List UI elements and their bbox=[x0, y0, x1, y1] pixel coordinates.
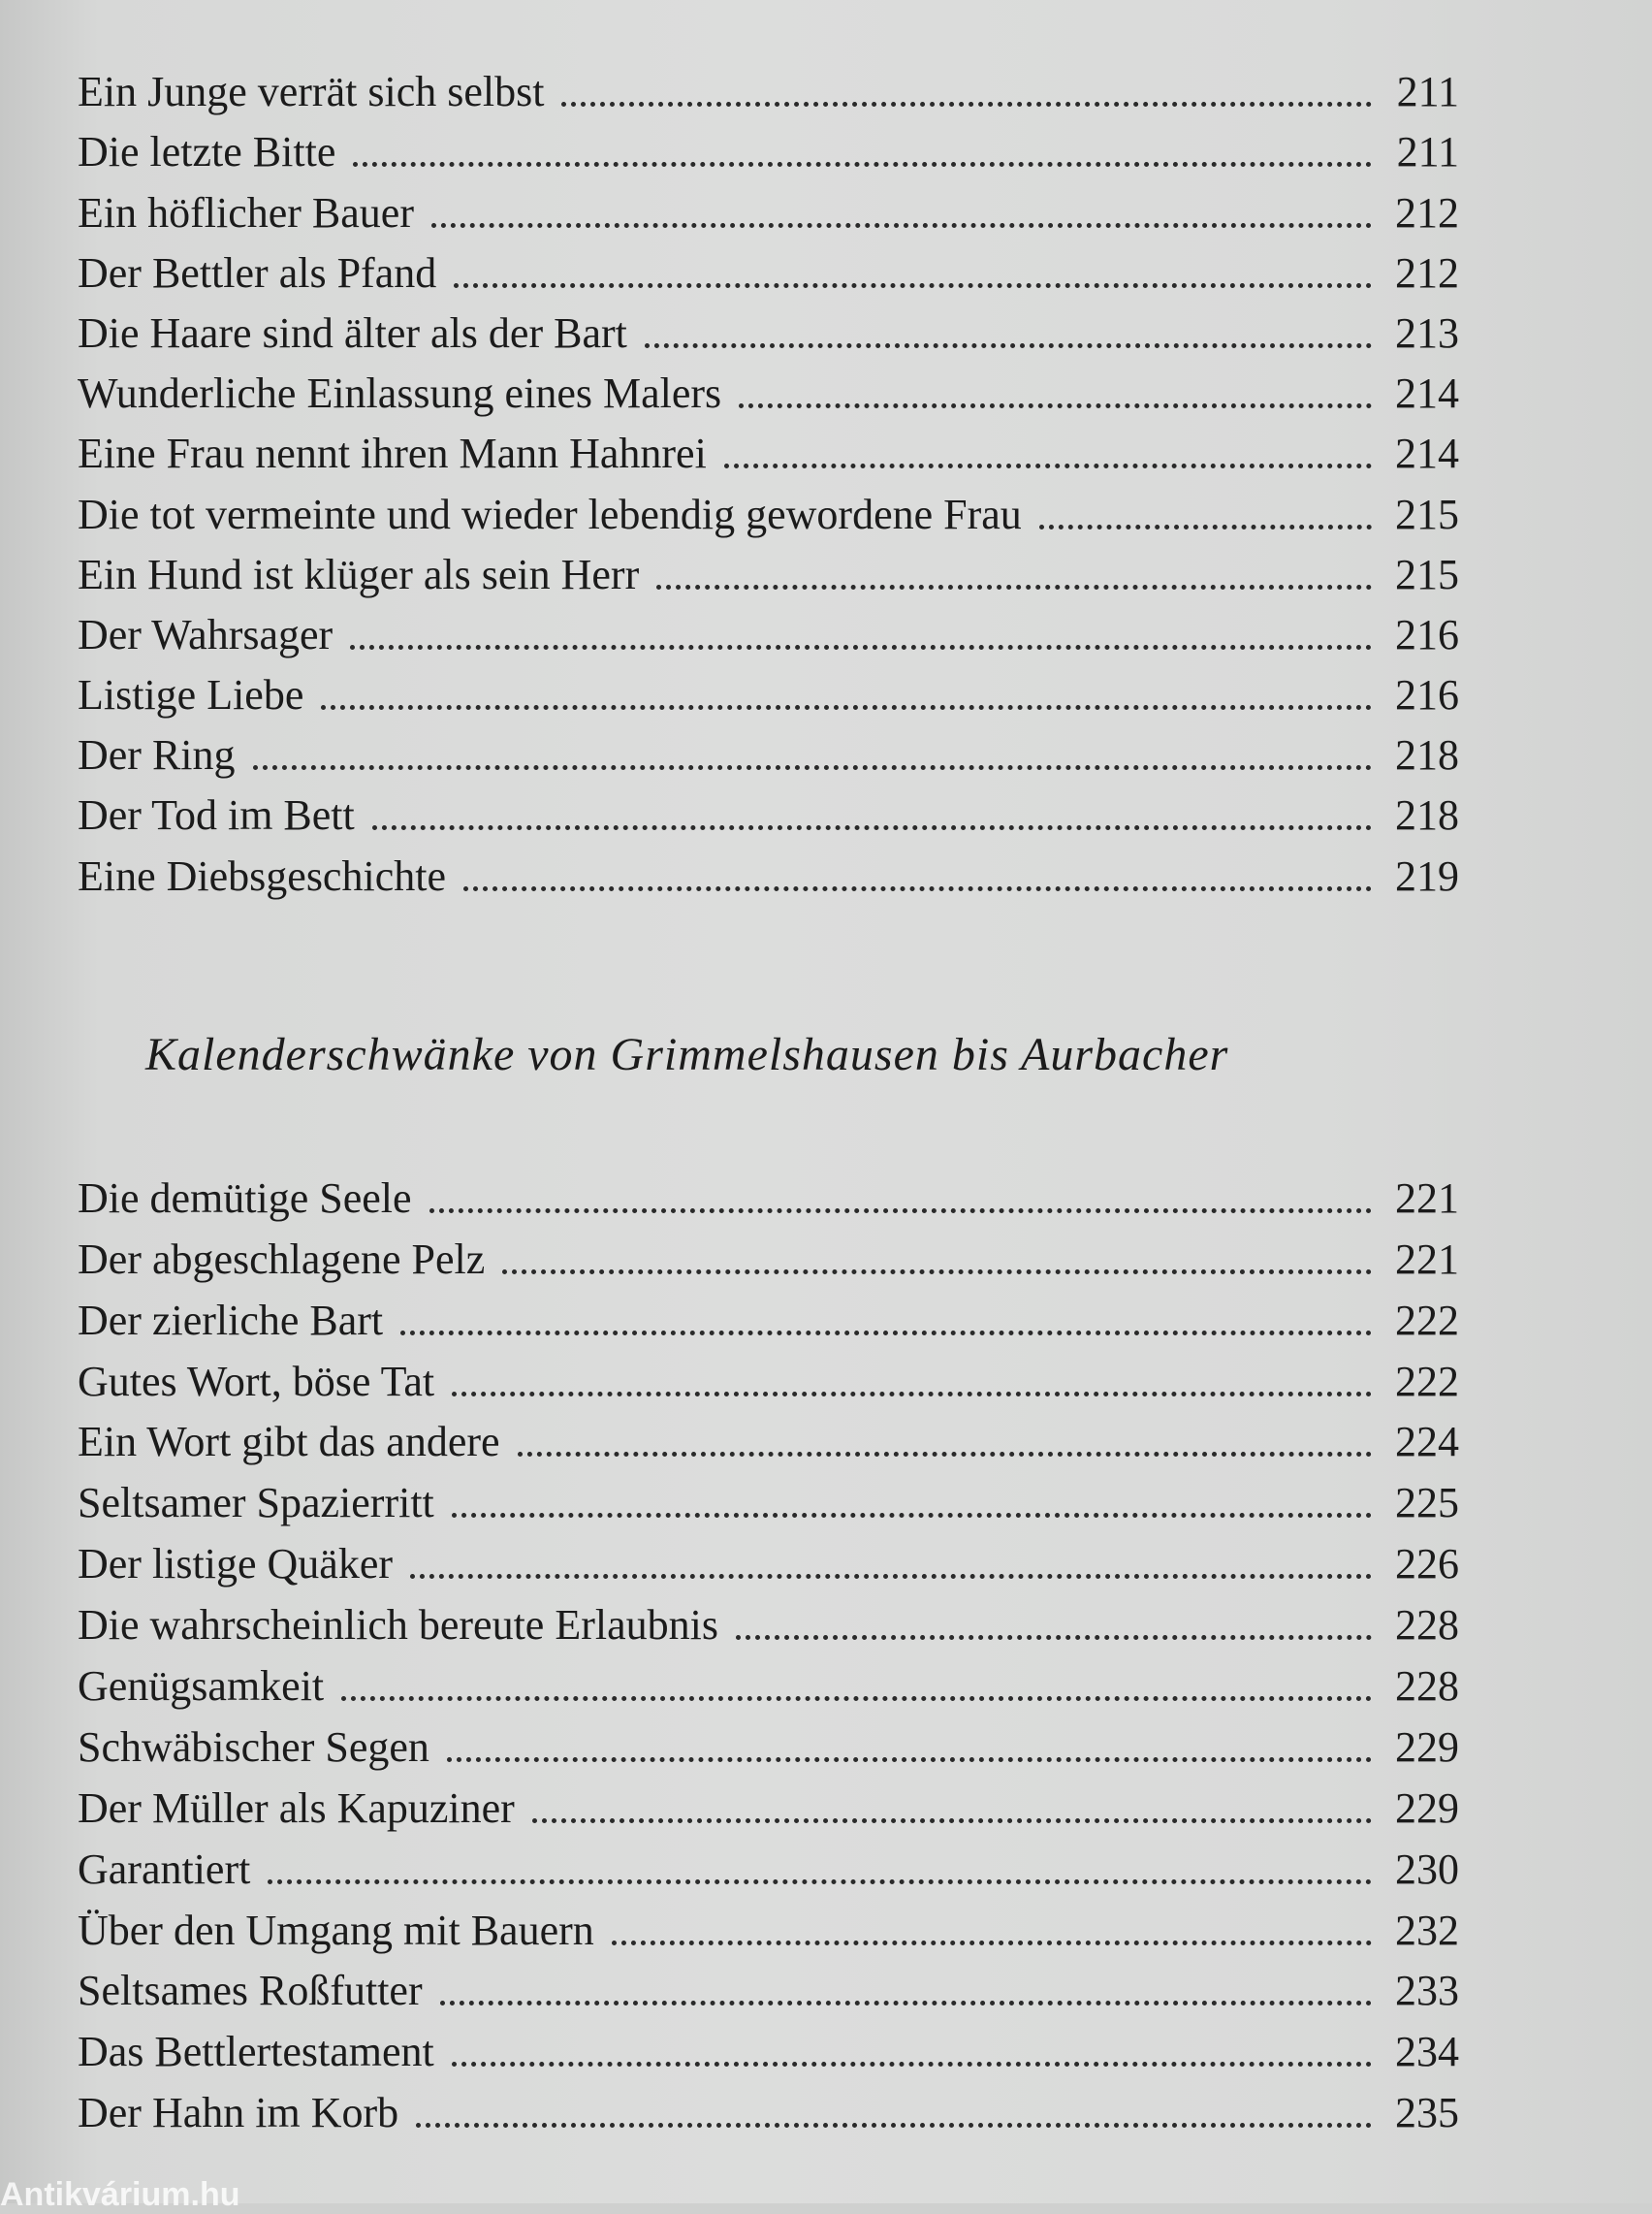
entry-page-number: 230 bbox=[1395, 1845, 1459, 1893]
entry-title: Über den Umgang mit Bauern bbox=[78, 1906, 594, 1954]
dot-leader bbox=[350, 645, 1372, 650]
dot-leader bbox=[416, 2123, 1372, 2128]
dot-leader bbox=[502, 1269, 1372, 1274]
dot-leader bbox=[612, 1941, 1372, 1945]
toc-entry bbox=[78, 1586, 1459, 1650]
entry-title: Eine Frau nennt ihren Mann Hahnrei bbox=[78, 430, 707, 478]
toc-entry bbox=[78, 355, 1459, 418]
dot-leader bbox=[452, 2062, 1372, 2067]
toc-entry bbox=[78, 1524, 1459, 1586]
entry-page-number: 215 bbox=[1395, 490, 1459, 538]
entry-page-number: 212 bbox=[1395, 188, 1459, 237]
dot-leader bbox=[518, 1452, 1372, 1457]
entry-title: Ein Hund ist klüger als sein Herr bbox=[78, 550, 640, 598]
dot-leader bbox=[452, 1392, 1372, 1396]
toc-entry bbox=[78, 1463, 1459, 1527]
toc-entry bbox=[78, 1769, 1459, 1830]
entry-page-number: 218 bbox=[1395, 791, 1459, 840]
dot-leader bbox=[736, 1635, 1372, 1640]
dot-leader bbox=[410, 1574, 1372, 1579]
toc-entry bbox=[78, 1830, 1459, 1891]
entry-page-number: 214 bbox=[1395, 430, 1459, 478]
entry-title: Der Ring bbox=[78, 731, 236, 780]
toc-entry bbox=[78, 1891, 1459, 1952]
entry-page-number: 214 bbox=[1395, 369, 1459, 418]
entry-page-number: 215 bbox=[1395, 550, 1459, 598]
entry-title: Der Müller als Kapuziner bbox=[78, 1783, 515, 1832]
dot-leader bbox=[645, 343, 1372, 348]
entry-page-number: 216 bbox=[1395, 610, 1459, 658]
entry-page-number: 219 bbox=[1395, 851, 1459, 900]
dot-leader bbox=[1039, 525, 1372, 529]
entry-title: Schwäbischer Segen bbox=[78, 1722, 429, 1771]
toc-section-1 bbox=[78, 53, 1459, 898]
toc-entry bbox=[78, 295, 1459, 355]
entry-title: Der Tod im Bett bbox=[78, 791, 355, 840]
entry-title: Das Bettlertestament bbox=[78, 2028, 434, 2076]
entry-page-number: 235 bbox=[1395, 2089, 1459, 2137]
entry-page-number: 225 bbox=[1395, 1479, 1459, 1527]
entry-page-number: 221 bbox=[1395, 1173, 1459, 1222]
entry-page-number: 213 bbox=[1395, 308, 1459, 357]
entry-title: Listige Liebe bbox=[78, 671, 304, 720]
entry-title: Die demütige Seele bbox=[78, 1173, 412, 1222]
toc-entry bbox=[78, 113, 1459, 174]
entry-title: Ein Junge verrät sich selbst bbox=[78, 68, 545, 116]
entry-page-number: 224 bbox=[1395, 1418, 1459, 1466]
entry-title: Seltsamer Spazierritt bbox=[78, 1479, 434, 1527]
entry-title: Garantiert bbox=[78, 1845, 251, 1893]
toc-entry bbox=[78, 2012, 1459, 2076]
toc-entry bbox=[78, 1403, 1459, 1464]
dot-leader bbox=[724, 464, 1372, 468]
dot-leader bbox=[341, 1696, 1372, 1701]
toc-entry bbox=[78, 1952, 1459, 2013]
entry-page-number: 228 bbox=[1395, 1601, 1459, 1650]
dot-leader bbox=[431, 223, 1372, 228]
watermark: Antikvárium.hu bbox=[0, 2176, 240, 2213]
entry-title: Eine Diebsgeschichte bbox=[78, 851, 446, 900]
entry-title: Ein höflicher Bauer bbox=[78, 188, 414, 237]
toc-entry bbox=[78, 235, 1459, 295]
toc-entry bbox=[78, 1281, 1459, 1342]
entry-page-number: 211 bbox=[1396, 128, 1459, 176]
toc-entry bbox=[78, 837, 1459, 900]
entry-page-number: 226 bbox=[1395, 1540, 1459, 1588]
toc-entry bbox=[78, 1159, 1459, 1220]
toc-entry bbox=[78, 53, 1459, 116]
dot-leader bbox=[463, 886, 1372, 891]
dot-leader bbox=[656, 585, 1372, 590]
entry-title: Seltsames Roßfutter bbox=[78, 1967, 423, 2015]
dot-leader bbox=[400, 1331, 1372, 1335]
entry-title: Die wahrscheinlich bereute Erlaubnis bbox=[78, 1601, 718, 1650]
dot-leader bbox=[429, 1208, 1372, 1213]
dot-leader bbox=[372, 825, 1372, 830]
entry-page-number: 212 bbox=[1395, 248, 1459, 297]
toc-entry bbox=[78, 1220, 1459, 1281]
dot-leader bbox=[452, 1513, 1372, 1518]
dot-leader bbox=[440, 2001, 1372, 2005]
entry-page-number: 222 bbox=[1395, 1357, 1459, 1405]
entry-page-number: 221 bbox=[1395, 1235, 1459, 1283]
entry-page-number: 216 bbox=[1395, 671, 1459, 720]
entry-page-number: 234 bbox=[1395, 2028, 1459, 2076]
entry-page-number: 232 bbox=[1395, 1906, 1459, 1954]
entry-title: Der Hahn im Korb bbox=[78, 2089, 399, 2137]
dot-leader bbox=[353, 162, 1372, 167]
dot-leader bbox=[561, 102, 1372, 107]
toc-entry bbox=[78, 174, 1459, 237]
entry-title: Der Bettler als Pfand bbox=[78, 248, 437, 297]
entry-page-number: 233 bbox=[1395, 1967, 1459, 2015]
toc-entry bbox=[78, 1708, 1459, 1769]
toc-entry bbox=[78, 415, 1459, 478]
entry-title: Genügsamkeit bbox=[78, 1662, 325, 1711]
toc-entry bbox=[78, 777, 1459, 840]
toc-entry bbox=[78, 2073, 1459, 2137]
toc-entry bbox=[78, 717, 1459, 780]
dot-leader bbox=[739, 403, 1372, 408]
toc-section-2 bbox=[78, 1159, 1459, 2137]
toc-entry bbox=[78, 596, 1459, 657]
dot-leader bbox=[532, 1818, 1372, 1823]
entry-page-number: 228 bbox=[1395, 1662, 1459, 1711]
entry-title: Die letzte Bitte bbox=[78, 128, 336, 176]
dot-leader bbox=[454, 283, 1372, 288]
toc-entry bbox=[78, 1342, 1459, 1403]
entry-page-number: 222 bbox=[1395, 1296, 1459, 1344]
entry-title: Gutes Wort, böse Tat bbox=[78, 1357, 435, 1405]
entry-page-number: 229 bbox=[1395, 1783, 1459, 1832]
entry-title: Der zierliche Bart bbox=[78, 1296, 384, 1344]
toc-entry bbox=[78, 536, 1459, 596]
entry-title: Wunderliche Einlassung eines Malers bbox=[78, 369, 722, 418]
toc-entry bbox=[78, 475, 1459, 538]
dot-leader bbox=[268, 1879, 1372, 1884]
entry-title: Ein Wort gibt das andere bbox=[78, 1418, 500, 1466]
dot-leader bbox=[253, 765, 1372, 770]
entry-title: Der abgeschlagene Pelz bbox=[78, 1235, 486, 1283]
entry-page-number: 211 bbox=[1396, 68, 1459, 116]
entry-title: Der Wahrsager bbox=[78, 610, 334, 658]
dot-leader bbox=[447, 1757, 1372, 1762]
entry-title: Der listige Quäker bbox=[78, 1540, 393, 1588]
entry-title: Die tot vermeinte und wieder lebendig gewordene Frau bbox=[78, 490, 1022, 538]
entry-page-number: 218 bbox=[1395, 731, 1459, 780]
entry-page-number: 229 bbox=[1395, 1722, 1459, 1771]
toc-entry bbox=[78, 1647, 1459, 1711]
dot-leader bbox=[321, 705, 1372, 710]
toc-entry bbox=[78, 657, 1459, 720]
section-heading: Kalenderschwänke von Grimmelshausen bis Aurbacher bbox=[145, 1029, 1229, 1080]
entry-title: Die Haare sind älter als der Bart bbox=[78, 308, 627, 357]
